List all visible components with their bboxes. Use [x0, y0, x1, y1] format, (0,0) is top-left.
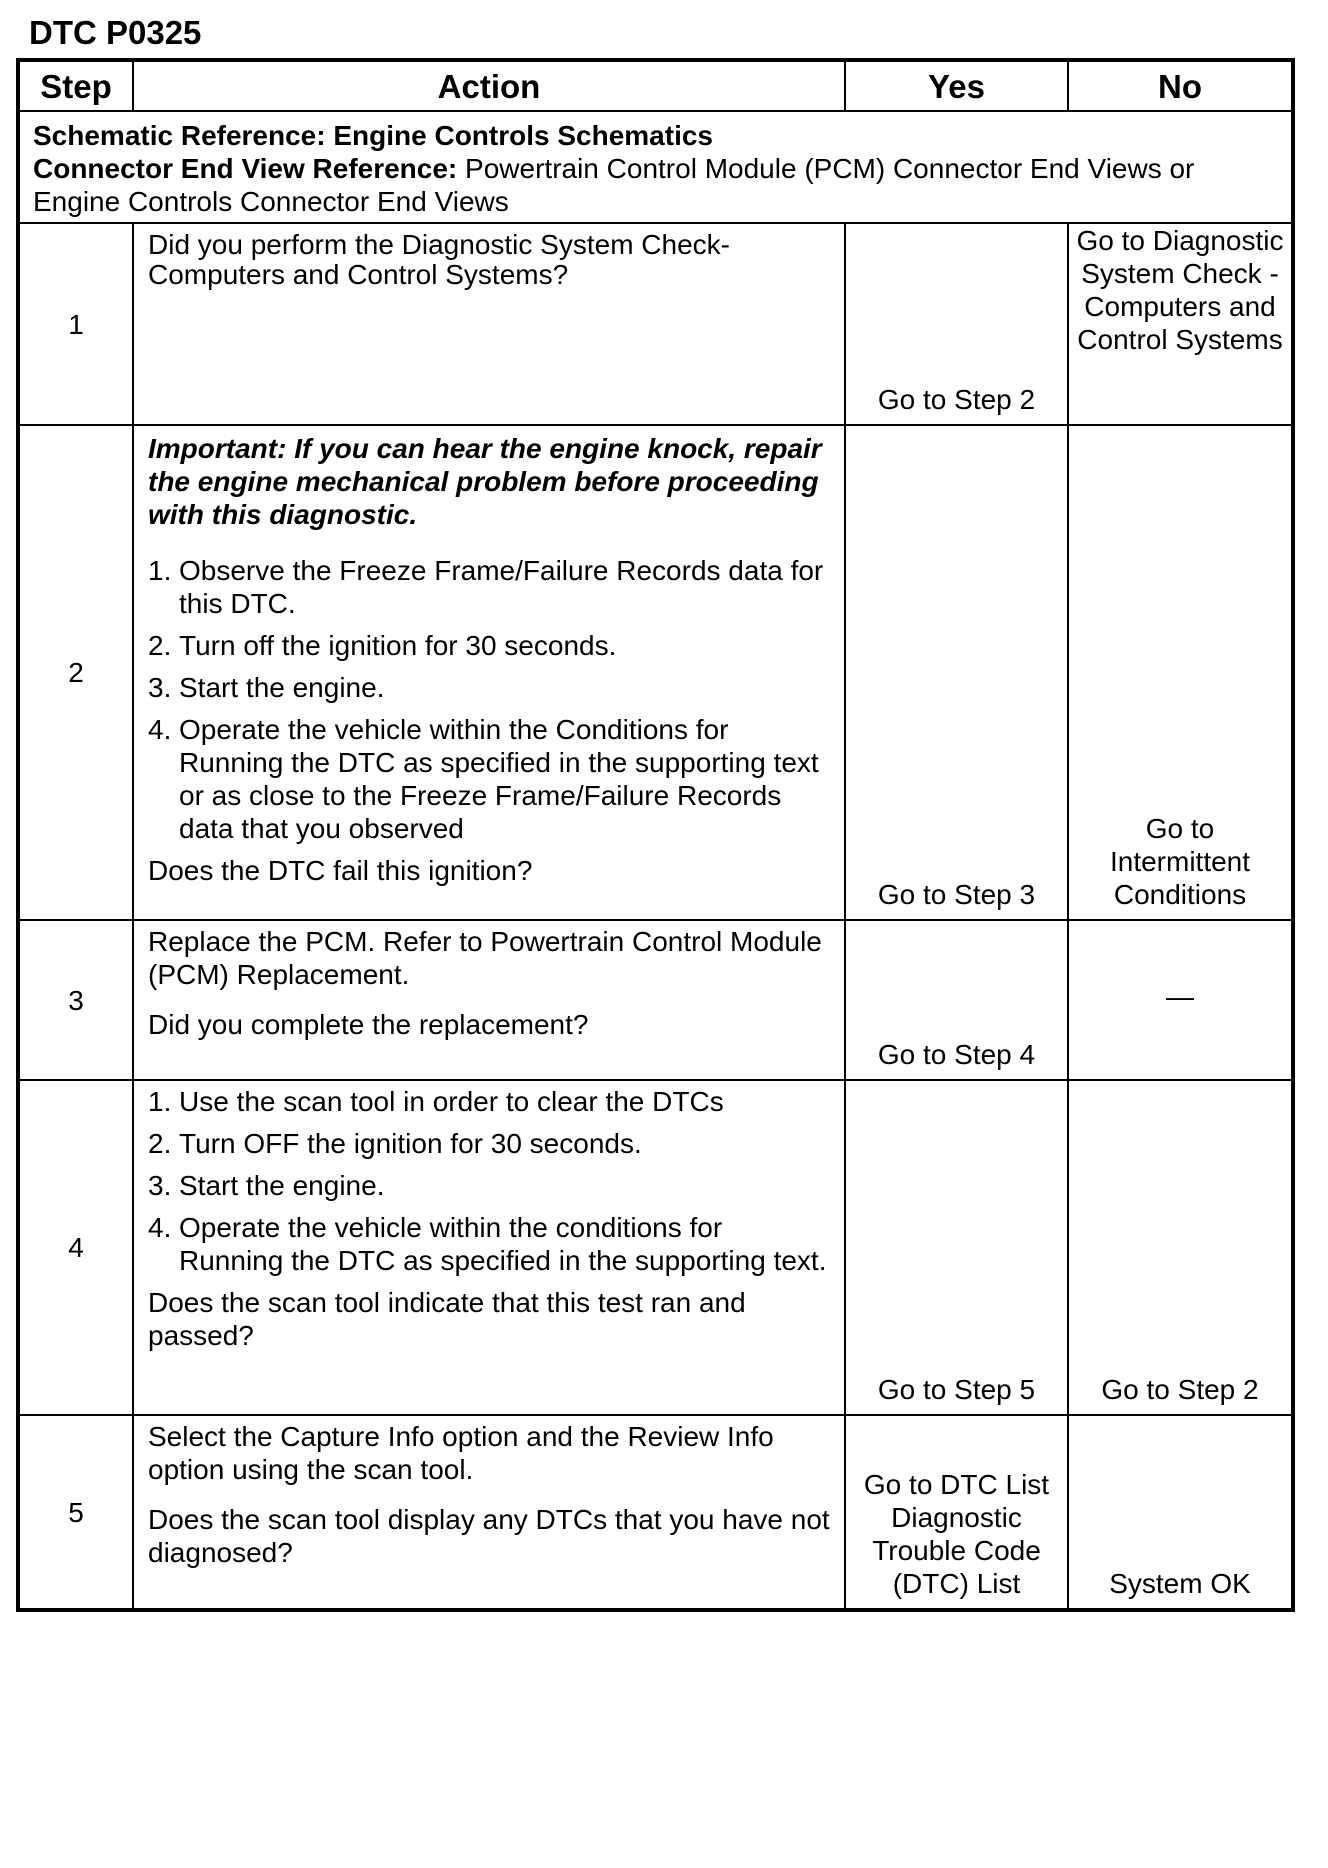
list-item-number: 1. — [148, 1086, 172, 1117]
no-cell: System OK — [1068, 1415, 1293, 1610]
no-cell: Go to Step 2 — [1068, 1080, 1293, 1415]
step-question: Did you complete the replacement? — [148, 1009, 589, 1040]
list-item-text: Use the scan tool in order to clear the DTCs — [179, 1086, 724, 1117]
list-item — [148, 629, 830, 662]
step-question: Does the scan tool indicate that this test ran and passed? — [148, 1287, 746, 1351]
no-cell: — — [1068, 920, 1293, 1080]
list-item-number: 4. — [148, 714, 172, 745]
header-step: Step — [18, 60, 133, 111]
reference-row — [18, 111, 1293, 223]
reference-cell — [18, 111, 1293, 223]
page-title: DTC P0325 — [29, 14, 202, 51]
diagnostic-table — [16, 58, 1295, 1612]
step-question: Does the scan tool display any DTCs that you have not diagnosed? — [148, 1504, 830, 1568]
list-item — [148, 1127, 830, 1160]
step-text: Replace the PCM. Refer to Powertrain Control Module (PCM) Replacement. — [148, 926, 822, 990]
header-no: No — [1068, 60, 1293, 111]
procedure-list — [148, 1085, 830, 1277]
list-item-number: 2. — [148, 630, 172, 661]
step-number: 2 — [18, 425, 133, 920]
step-number: 1 — [18, 223, 133, 425]
connector-reference-text-2: Engine Controls Connector End Views — [33, 186, 509, 217]
list-item — [148, 713, 830, 845]
table-row — [18, 920, 1293, 1080]
step-question: Did you perform the Diagnostic System Check-Computers and Control Systems? — [148, 229, 730, 290]
list-item-text: Start the engine. — [179, 1170, 385, 1201]
yes-cell: Go to DTC List Diagnostic Trouble Code (DTC) List — [845, 1415, 1068, 1610]
list-item-text: Start the engine. — [179, 672, 385, 703]
list-item-text: Operate the vehicle within the Conditions for Running the DTC as specified in the supporting text or as close to the Freeze Frame/Failure Records data that you observed — [179, 714, 819, 844]
schematic-reference: Schematic Reference: Engine Controls Schematics — [33, 120, 713, 151]
list-item-number: 1. — [148, 555, 172, 586]
step-number: 5 — [18, 1415, 133, 1610]
list-item-text: Operate the vehicle within the conditions for Running the DTC as specified in the supporting text. — [179, 1212, 827, 1276]
connector-reference-label: Connector End View Reference: — [33, 153, 458, 184]
table-row — [18, 1415, 1293, 1610]
list-item — [148, 1085, 830, 1118]
table-row — [18, 223, 1293, 425]
connector-reference — [33, 152, 1279, 185]
no-cell: Go to Diagnostic System Check - Computers and Control Systems — [1068, 223, 1293, 425]
list-item — [148, 1169, 830, 1202]
list-item-number: 2. — [148, 1128, 172, 1159]
step-question: Does the DTC fail this ignition? — [148, 855, 533, 886]
list-item — [148, 554, 830, 620]
no-cell: Go to Intermittent Conditions — [1068, 425, 1293, 920]
procedure-list — [148, 554, 830, 845]
list-item — [148, 671, 830, 704]
header-row — [18, 60, 1293, 111]
yes-cell: Go to Step 3 — [845, 425, 1068, 920]
table-row — [18, 1080, 1293, 1415]
action-cell — [133, 1080, 845, 1415]
header-yes: Yes — [845, 60, 1068, 111]
list-item-text: Observe the Freeze Frame/Failure Records data for this DTC. — [179, 555, 824, 619]
action-cell — [133, 223, 845, 425]
connector-reference-text: Powertrain Control Module (PCM) Connector End Views or — [457, 153, 1195, 184]
important-note: Important: If you can hear the engine knock, repair the engine mechanical problem before proceeding with this diagnostic. — [148, 433, 822, 530]
step-text: Select the Capture Info option and the Review Info option using the scan tool. — [148, 1421, 774, 1485]
header-action: Action — [133, 60, 845, 111]
yes-cell: Go to Step 2 — [845, 223, 1068, 425]
step-number: 3 — [18, 920, 133, 1080]
list-item-number: 3. — [148, 672, 172, 703]
action-cell — [133, 920, 845, 1080]
yes-cell: Go to Step 4 — [845, 920, 1068, 1080]
yes-cell: Go to Step 5 — [845, 1080, 1068, 1415]
list-item-number: 3. — [148, 1170, 172, 1201]
list-item-text: Turn off the ignition for 30 seconds. — [179, 630, 617, 661]
action-cell — [133, 425, 845, 920]
list-item-text: Turn OFF the ignition for 30 seconds. — [179, 1128, 642, 1159]
list-item-number: 4. — [148, 1212, 172, 1243]
action-cell — [133, 1415, 845, 1610]
table-row — [18, 425, 1293, 920]
step-number: 4 — [18, 1080, 133, 1415]
list-item — [148, 1211, 830, 1277]
